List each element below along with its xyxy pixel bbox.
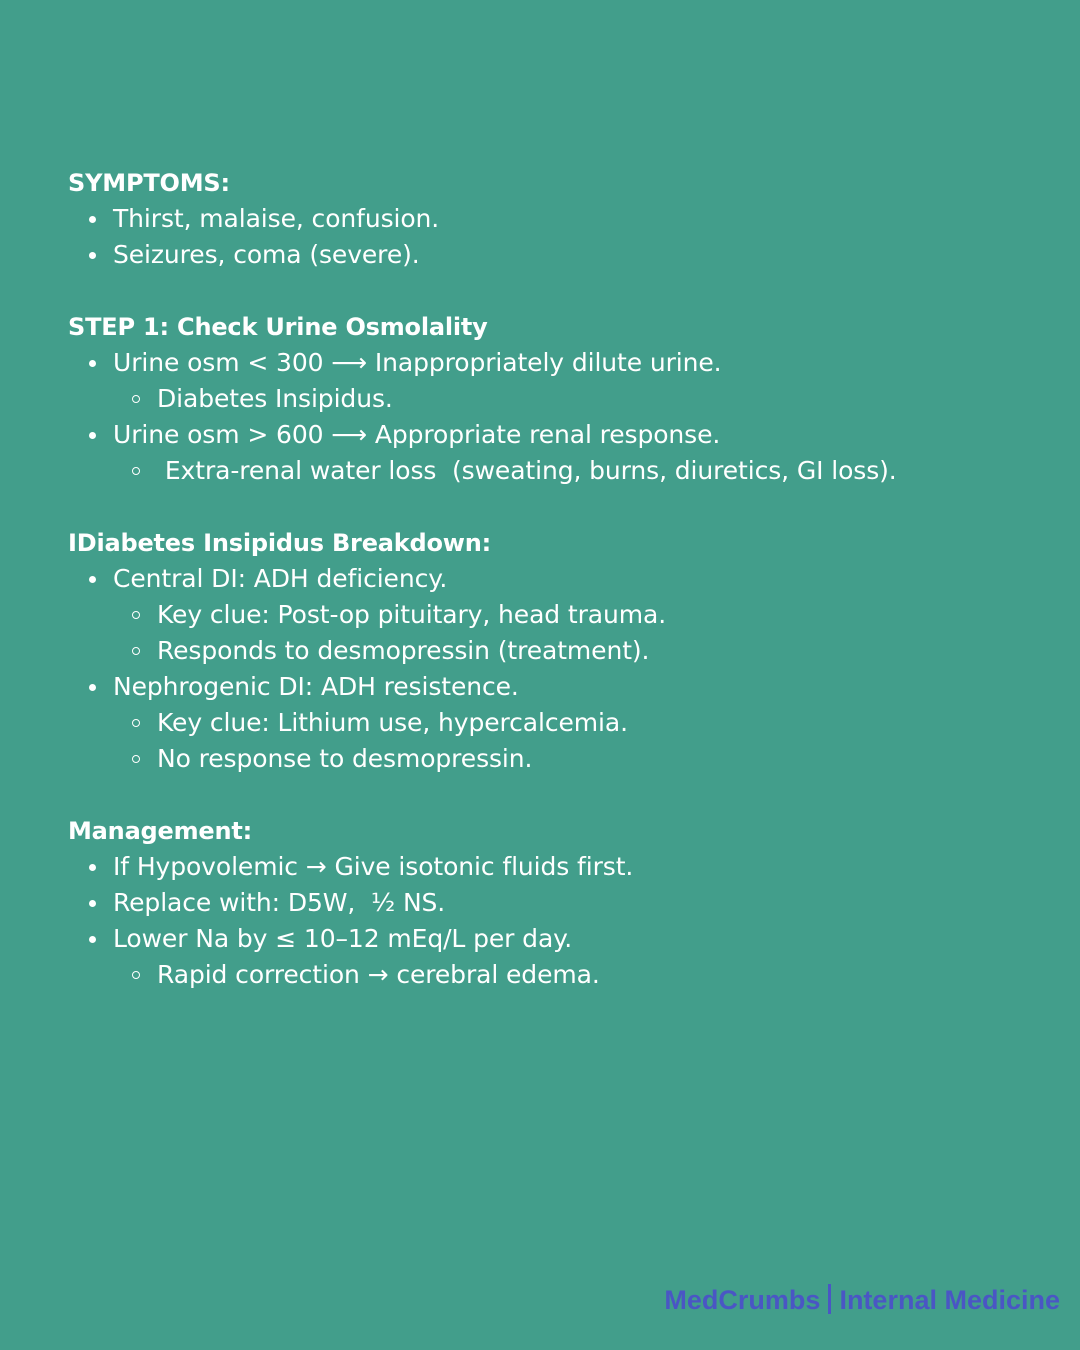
bullet-list: [68, 849, 1058, 993]
section-heading: STEP 1: Check Urine Osmolality: [68, 313, 488, 341]
section-di-breakdown: [68, 525, 1058, 777]
section-symptoms: [68, 165, 1058, 273]
section-heading: SYMPTOMS:: [68, 169, 230, 197]
bullet-item: Lower Na by ≤ 10–12 mEq/L per day.: [68, 921, 1058, 957]
bullet-item: Seizures, coma (severe).: [68, 237, 1058, 273]
brand-name: MedCrumbs: [664, 1285, 821, 1315]
sub-bullet-item: No response to desmopressin.: [68, 741, 1058, 777]
sub-bullet-item: Diabetes Insipidus.: [68, 381, 1058, 417]
section-heading: IDiabetes Insipidus Breakdown:: [68, 529, 492, 557]
bullet-item: Replace with: D5W, ½ NS.: [68, 885, 1058, 921]
bullet-item: Nephrogenic DI: ADH resistence.: [68, 669, 1058, 705]
sub-bullet-item: Extra-renal water loss (sweating, burns, diuretics, GI loss).: [68, 453, 1058, 489]
footer-brand: [664, 1284, 1060, 1316]
section-management: [68, 813, 1058, 993]
section-step-1: [68, 309, 1058, 489]
bullet-list: [68, 345, 1058, 489]
section-heading: Management:: [68, 817, 253, 845]
bullet-list: [68, 561, 1058, 777]
bullet-item: Central DI: ADH deficiency.: [68, 561, 1058, 597]
notes-content: [68, 165, 1058, 1029]
sub-bullet-item: Responds to desmopressin (treatment).: [68, 633, 1058, 669]
bullet-item: Urine osm < 300 ⟶ Inappropriately dilute urine.: [68, 345, 1058, 381]
bullet-list: [68, 201, 1058, 273]
brand-separator: [828, 1284, 831, 1314]
sub-bullet-item: Key clue: Lithium use, hypercalcemia.: [68, 705, 1058, 741]
bullet-item: Urine osm > 600 ⟶ Appropriate renal response.: [68, 417, 1058, 453]
brand-subject: Internal Medicine: [839, 1285, 1060, 1315]
sub-bullet-item: Key clue: Post-op pituitary, head trauma.: [68, 597, 1058, 633]
bullet-item: If Hypovolemic → Give isotonic fluids first.: [68, 849, 1058, 885]
bullet-item: Thirst, malaise, confusion.: [68, 201, 1058, 237]
sub-bullet-item: Rapid correction → cerebral edema.: [68, 957, 1058, 993]
